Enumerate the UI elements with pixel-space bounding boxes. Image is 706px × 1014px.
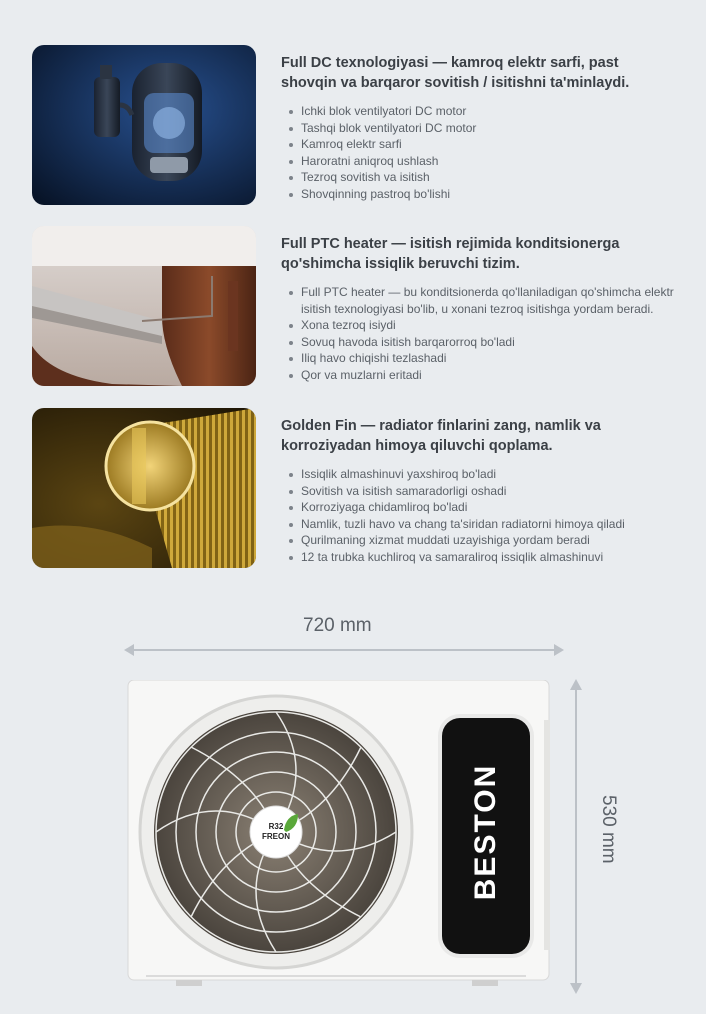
height-arrow-icon bbox=[566, 676, 586, 998]
ptc-heater-image bbox=[32, 226, 256, 386]
brand-logo: BESTON bbox=[469, 763, 502, 901]
feature-bullet-list bbox=[281, 284, 676, 383]
height-dimension-label: 530 mm bbox=[598, 795, 619, 864]
width-arrow-icon bbox=[120, 640, 570, 660]
list-item: Qor va muzlarni eritadi bbox=[301, 367, 676, 384]
list-item: Korroziyaga chidamliroq bo'ladi bbox=[301, 499, 676, 516]
outdoor-unit-illustration bbox=[126, 680, 551, 986]
list-item: Shovqinning pastroq bo'lishi bbox=[301, 186, 676, 203]
feature-bullet-list bbox=[281, 466, 676, 565]
feature-bullet-list bbox=[281, 103, 676, 202]
list-item: Namlik, tuzli havo va chang ta'siridan radiatorni himoya qiladi bbox=[301, 516, 676, 533]
list-item: Tezroq sovitish va isitish bbox=[301, 169, 676, 186]
list-item: Ichki blok ventilyatori DC motor bbox=[301, 103, 676, 120]
list-item: Xona tezroq isiydi bbox=[301, 317, 676, 334]
feature-title: Golden Fin — radiator finlarini zang, namlik va korroziyadan himoya qiluvchi qoplama. bbox=[281, 418, 601, 454]
list-item: Iliq havo chiqishi tezlashadi bbox=[301, 350, 676, 367]
width-dimension-label: 720 mm bbox=[303, 615, 372, 636]
list-item: Qurilmaning xizmat muddati uzayishiga yordam beradi bbox=[301, 532, 676, 549]
golden-fin-image bbox=[32, 408, 256, 568]
feature-title: Full PTC heater — isitish rejimida konditsionerga qo'shimcha issiqlik beruvchi tizim. bbox=[281, 236, 620, 272]
feature-title: Full DC texnologiyasi — kamroq elektr sarfi, past shovqin va barqaror sovitish / isitishni ta'minlaydi. bbox=[281, 55, 630, 91]
list-item: Tashqi blok ventilyatori DC motor bbox=[301, 120, 676, 137]
compressor-image bbox=[32, 45, 256, 205]
badge-line-2: FREON bbox=[262, 832, 290, 841]
list-item: Haroratni aniqroq ushlash bbox=[301, 153, 676, 170]
list-item: Kamroq elektr sarfi bbox=[301, 136, 676, 153]
badge-line-1: R32 bbox=[268, 822, 284, 831]
list-item: Sovuq havoda isitish barqarorroq bo'ladi bbox=[301, 334, 676, 351]
list-item: 12 ta trubka kuchliroq va samaraliroq issiqlik almashinuvi bbox=[301, 549, 676, 566]
list-item: Full PTC heater — bu konditsionerda qo'llaniladigan qo'shimcha elektr isitish texnologiyasi bo'lib, u xonani tezroq isitishga yordam beradi. bbox=[301, 284, 676, 317]
list-item: Sovitish va isitish samaradorligi oshadi bbox=[301, 483, 676, 500]
refrigerant-badge bbox=[258, 822, 294, 842]
list-item: Issiqlik almashinuvi yaxshiroq bo'ladi bbox=[301, 466, 676, 483]
